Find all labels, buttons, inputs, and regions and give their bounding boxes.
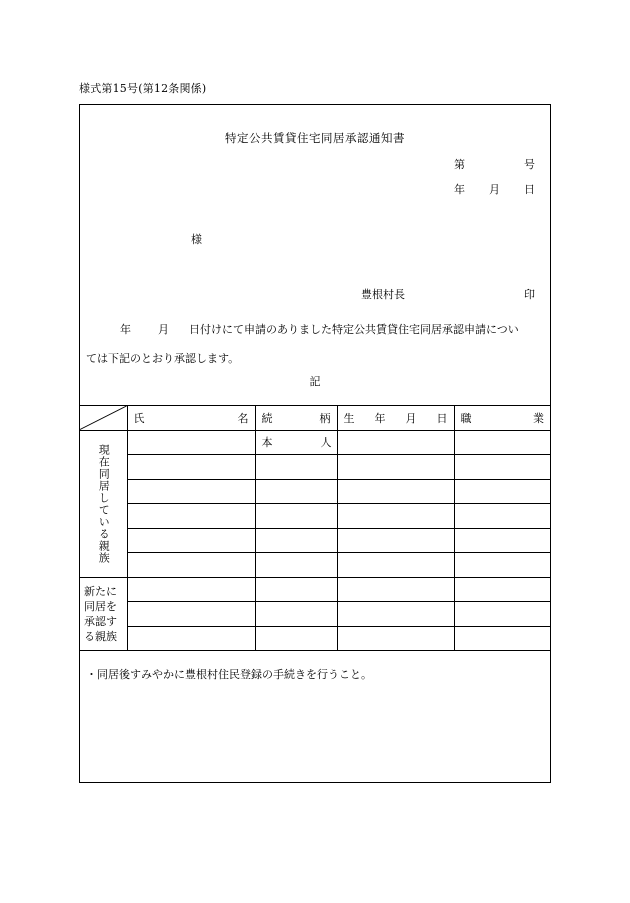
header-job-2: 業: [533, 411, 544, 425]
header-birth-1: 生: [343, 411, 355, 425]
header-birth-3: 月: [405, 411, 417, 425]
table-cell[interactable]: [337, 430, 454, 455]
table-row: [80, 602, 550, 627]
table-cell[interactable]: [337, 528, 454, 553]
group-new-label: [80, 577, 127, 651]
table-cell[interactable]: [127, 553, 255, 578]
table-cell[interactable]: [127, 504, 255, 529]
table-cell[interactable]: [337, 504, 454, 529]
table-cell[interactable]: [337, 577, 454, 602]
table-cell[interactable]: [337, 455, 454, 480]
self-label-1: 本: [261, 436, 273, 450]
table-cell[interactable]: [255, 504, 337, 529]
table-cell[interactable]: [337, 553, 454, 578]
header-relation-1: 続: [261, 411, 273, 425]
table-cell[interactable]: [255, 577, 337, 602]
table-cell[interactable]: [454, 479, 550, 504]
group-current-label: [80, 430, 127, 577]
table-cell[interactable]: [127, 528, 255, 553]
body-year: 年: [120, 323, 131, 336]
body-text-rest: 日付けにて申請のありました特定公共賃貸住宅同居承認申請につい: [189, 323, 519, 336]
issuer-seal: 印: [524, 288, 535, 301]
table-row: [80, 626, 550, 651]
header-relation-2: 柄: [319, 411, 331, 425]
table-cell[interactable]: [454, 430, 550, 455]
form-number-label: 様式第15号(第12条関係): [79, 82, 207, 95]
table-cell[interactable]: [454, 553, 550, 578]
table-cell[interactable]: [255, 528, 337, 553]
table-header-row: [80, 406, 550, 431]
body-line-1: [86, 315, 544, 344]
table-cell[interactable]: [127, 455, 255, 480]
header-name-2: 名: [237, 411, 249, 425]
table-cell[interactable]: [454, 455, 550, 480]
header-job: [454, 406, 550, 431]
header-relation: [255, 406, 337, 431]
header-job-1: 職: [460, 411, 472, 425]
group-new-line-2: 同居を: [84, 599, 117, 613]
table-row: [80, 553, 550, 578]
table-cell[interactable]: [454, 602, 550, 627]
group-new-line-3: 承認す: [84, 614, 117, 628]
addressee-suffix: 様: [191, 233, 202, 246]
ki-heading: 記: [309, 375, 321, 388]
diagonal-line: [80, 406, 127, 430]
table-cell[interactable]: [255, 553, 337, 578]
number-go: 号: [524, 158, 535, 171]
table-cell[interactable]: [454, 626, 550, 651]
body-month: 月: [158, 323, 169, 336]
table-cell[interactable]: [127, 626, 255, 651]
body-line-2: ては下記のとおり承認します。: [86, 352, 240, 365]
diagonal-corner-cell: [80, 406, 127, 431]
header-name: [127, 406, 255, 431]
body-paragraph: [86, 315, 544, 373]
table-cell[interactable]: [127, 577, 255, 602]
table-cell[interactable]: [454, 577, 550, 602]
table-cell[interactable]: [337, 602, 454, 627]
header-name-1: 氏: [133, 411, 145, 425]
footer-note: ・同居後すみやかに豊根村住民登録の手続きを行うこと。: [86, 668, 372, 681]
number-dai: 第: [454, 158, 465, 171]
group-current-text: 現在同居している親族: [97, 443, 111, 564]
date-month: 月: [489, 183, 500, 196]
issuer-name: 豊根村長: [361, 288, 405, 301]
header-birth-4: 日: [436, 411, 448, 425]
self-relation-cell: [255, 430, 337, 455]
table-cell[interactable]: [255, 455, 337, 480]
document-title: 特定公共賃貸住宅同居承認通知書: [225, 131, 405, 145]
header-birth: [337, 406, 454, 431]
table-cell[interactable]: [454, 504, 550, 529]
date-day: 日: [524, 183, 535, 196]
table-cell[interactable]: [337, 479, 454, 504]
table-row: [80, 528, 550, 553]
table-row: [80, 430, 550, 455]
table-row: [80, 455, 550, 480]
table-cell[interactable]: [454, 528, 550, 553]
table-cell[interactable]: [255, 479, 337, 504]
table-cell[interactable]: [255, 626, 337, 651]
table-cell[interactable]: [127, 602, 255, 627]
table-cell[interactable]: [127, 479, 255, 504]
table-cell[interactable]: [127, 430, 255, 455]
header-birth-2: 年: [374, 411, 386, 425]
table-cell[interactable]: [337, 626, 454, 651]
group-new-line-1: 新たに: [84, 584, 117, 598]
self-label-2: 人: [320, 436, 332, 450]
table-row: [80, 479, 550, 504]
date-year: 年: [454, 183, 465, 196]
table-row: [80, 504, 550, 529]
table-cell[interactable]: [255, 602, 337, 627]
table-row: [80, 577, 550, 602]
group-new-line-4: る親族: [84, 629, 117, 643]
family-table: [80, 405, 550, 651]
form-frame: [79, 104, 551, 783]
